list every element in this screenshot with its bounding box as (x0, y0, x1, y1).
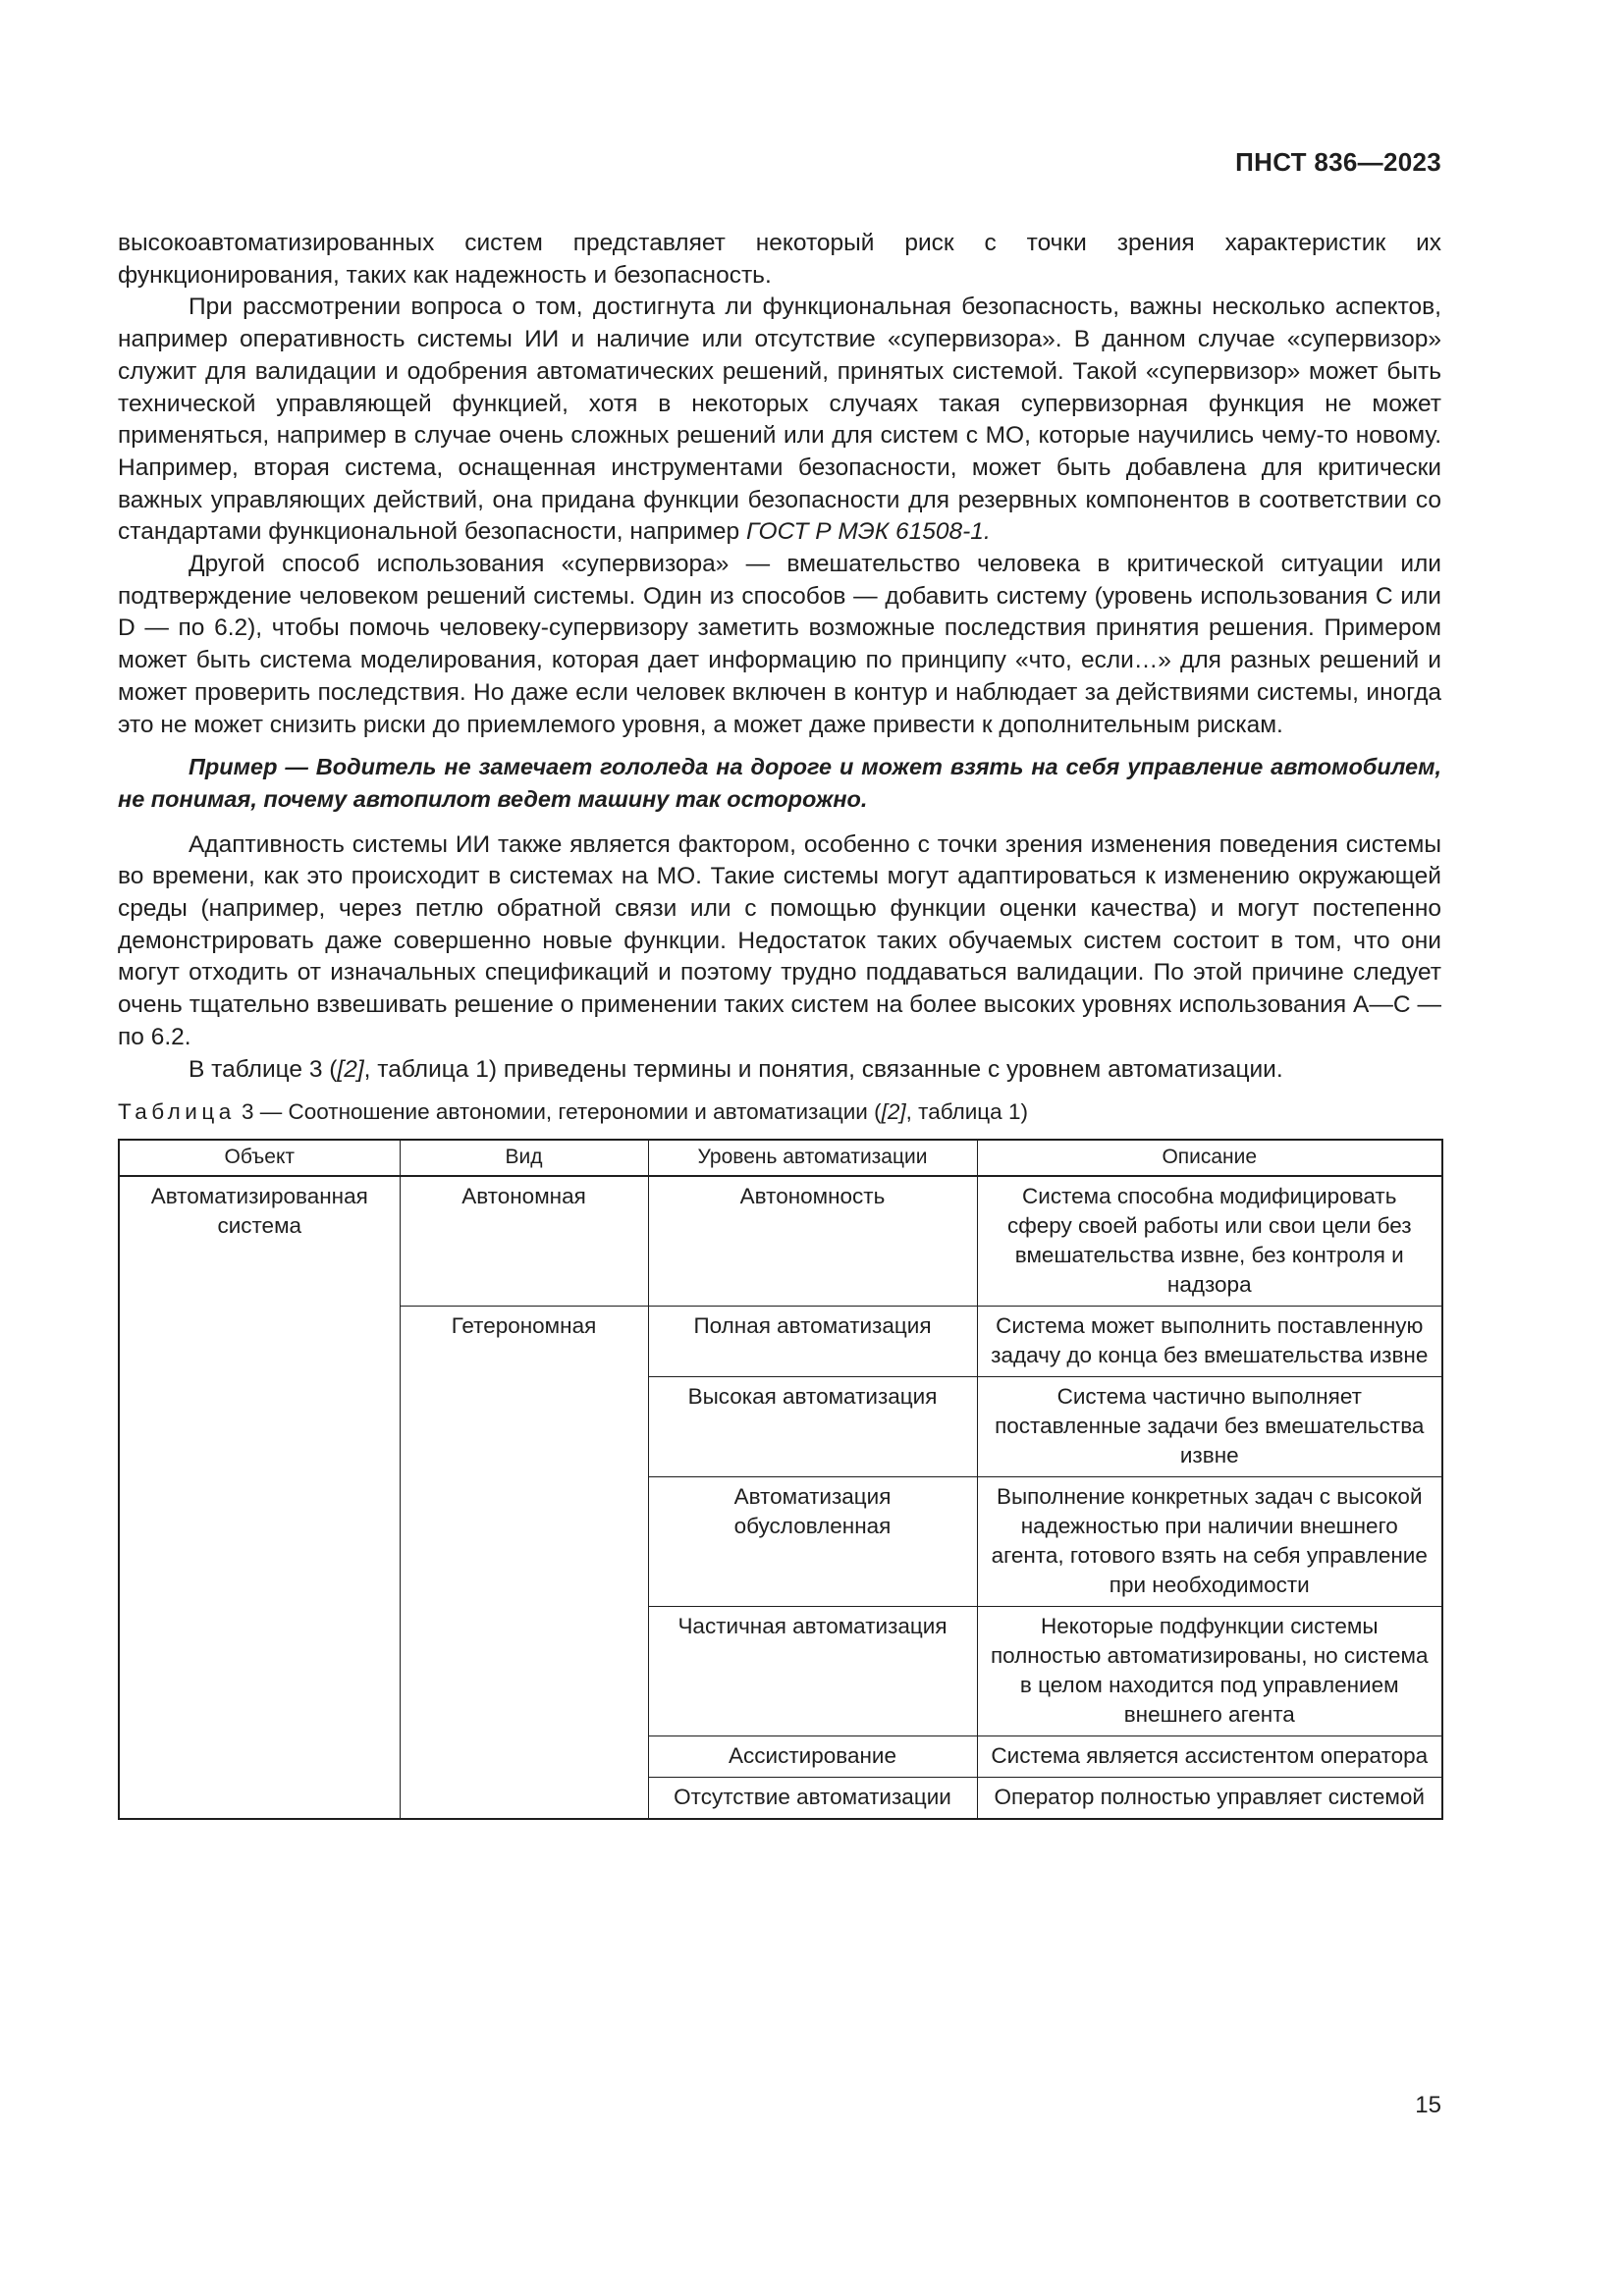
example-note: Пример — Водитель не замечает гололеда на дороге и может взять на себя управление автомобилем, не понимая, почему автопилот ведет машину так осторожно. (118, 754, 1441, 812)
table-header-row (119, 1140, 1442, 1176)
cell-description: Система способна модифицировать сферу своей работы или свои цели без вмешательства извне, без контроля и надзора (977, 1176, 1442, 1307)
cell-description: Оператор полностью управляет системой (977, 1778, 1442, 1820)
cell-description: Выполнение конкретных задач с высокой надежностью при наличии внешнего агента, готового взять на себя управление при необходимости (977, 1477, 1442, 1607)
paragraph-text: При рассмотрении вопроса о том, достигнута ли функциональная безопасность, важны несколько аспектов, например оперативность системы ИИ и наличие или отсутствие «супервизора». В данном случае «супервизор» служит для валидации и одобрения автоматических решений, принятых системой. Такой «супервизор» может быть технической управляющей функцией, хотя в некоторых случаях такая супервизорная функция не может применяться, например в случае очень сложных решений или для систем с МО, которые научились чему-то новому. Например, вторая система, оснащенная инструментами безопасности, может быть добавлена для критически важных управляющих действий, она придана функции безопасности для резервных компонентов в соответствии со стандартами функциональной безопасности, например (118, 294, 1441, 546)
page-content (118, 228, 1441, 1820)
cell-level: Отсутствие автоматизации (648, 1778, 977, 1820)
page-number: 15 (1415, 2092, 1441, 2118)
cell-object: Автоматизированная система (119, 1176, 400, 1819)
bibliography-reference: [2] (881, 1099, 906, 1125)
table-caption-label: Таблица (118, 1099, 236, 1125)
bibliography-reference: [2] (337, 1055, 364, 1083)
cell-level: Автоматизация обусловленная (648, 1477, 977, 1607)
paragraph-text: В таблице 3 ( (189, 1055, 338, 1083)
table-caption-text: , таблица 1) (905, 1099, 1028, 1125)
paragraph-continuation: высокоавтоматизированных систем представляет некоторый риск с точки зрения характеристик их функционирования, таких как надежность и безопасность. (118, 230, 1441, 289)
table-caption-text: 3 — Соотношение автономии, гетерономии и автоматизации ( (235, 1099, 882, 1125)
cell-level: Частичная автоматизация (648, 1607, 977, 1736)
column-header-object: Объект (119, 1140, 400, 1176)
cell-kind: Автономная (400, 1176, 648, 1307)
cell-level: Высокая автоматизация (648, 1377, 977, 1477)
table-row (119, 1176, 1442, 1307)
cell-description: Система частично выполняет поставленные задачи без вмешательства извне (977, 1377, 1442, 1477)
paragraph-functional-safety (118, 292, 1441, 549)
column-header-level: Уровень автоматизации (648, 1140, 977, 1176)
column-header-kind: Вид (400, 1140, 648, 1176)
cell-level: Полная автоматизация (648, 1307, 977, 1377)
cell-kind: Гетерономная (400, 1307, 648, 1820)
standard-reference: ГОСТ Р МЭК 61508-1. (746, 518, 991, 546)
paragraph-text: , таблица 1) приведены термины и понятия, связанные с уровнем автоматизации. (363, 1055, 1283, 1083)
paragraph-table-intro (118, 1054, 1441, 1087)
column-header-description: Описание (977, 1140, 1442, 1176)
paragraph-supervisor: Другой способ использования «супервизора» — вмешательство человека в критической ситуации или подтверждение человеком решений системы. Один из способов — добавить систему (уровень использования C или D — по 6.2), чтобы помочь человеку-супервизору заметить возможные последствия принятия решения. Примером может быть система моделирования, которая дает информацию по принципу «что, если…» для разных решений и может проверить последствия. Но даже если человек включен в контур и наблюдает за действиями системы, иногда это не может снизить риски до приемлемого уровня, а может даже привести к дополнительным рискам. (118, 551, 1441, 738)
cell-description: Система является ассистентом оператора (977, 1736, 1442, 1778)
table-caption (118, 1097, 1441, 1127)
cell-level: Автономность (648, 1176, 977, 1307)
cell-level: Ассистирование (648, 1736, 977, 1778)
cell-description: Система может выполнить поставленную задачу до конца без вмешательства извне (977, 1307, 1442, 1377)
paragraph-adaptivity: Адаптивность системы ИИ также является фактором, особенно с точки зрения изменения поведения системы во времени, как это происходит в системах на МО. Такие системы могут адаптироваться к изменению окружающей среды (например, через петлю обратной связи или с помощью функции оценки качества) и могут постепенно демонстрировать даже совершенно новые функции. Недостаток таких обучаемых систем состоит в том, что они могут отходить от изначальных спецификаций и поэтому трудно поддаваться валидации. По этой причине следует очень тщательно взвешивать решение о применении таких систем на более высоких уровнях использования A—C — по 6.2. (118, 830, 1441, 1050)
document-code: ПНСТ 836—2023 (1235, 147, 1441, 177)
automation-table (118, 1139, 1443, 1820)
cell-description: Некоторые подфункции системы полностью автоматизированы, но система в целом находится под управлением внешнего агента (977, 1607, 1442, 1736)
